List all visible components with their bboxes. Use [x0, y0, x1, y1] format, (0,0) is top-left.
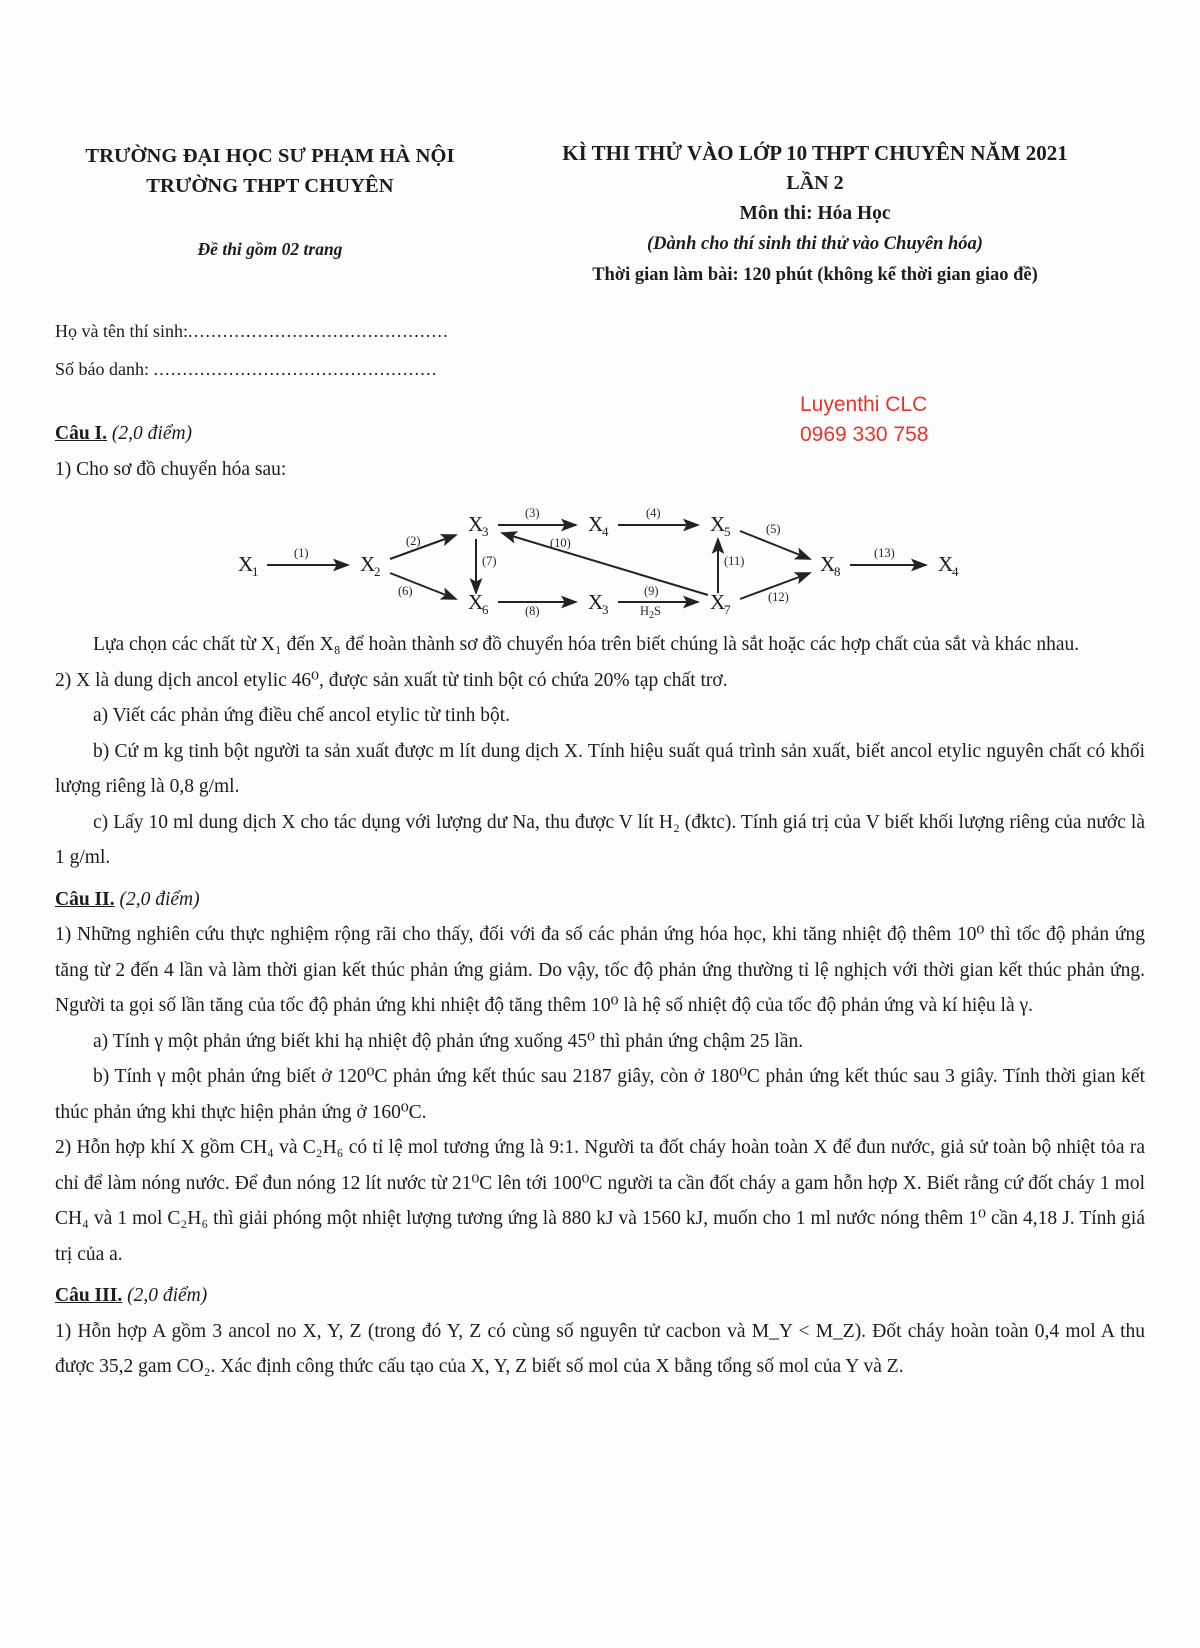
edge-label-3: (3) — [525, 506, 540, 520]
q2-item1: 1) Những nghiên cứu thực nghiệm rộng rãi cho thấy, đối với đa số các phản ứng hóa học, khi tăng nhiệt độ thêm 10⁰ thì tốc độ phản ứng tăng từ 2 đến 4 lần và làm thời gian kết thúc phản ứng giảm. Do vậy, tốc độ phản ứng thường tỉ lệ nghịch với thời gian kết thúc phản ứng. Người ta gọi số lần tăng của tốc độ phản ứng khi nhiệt độ tăng thêm 10⁰ là hệ số nhiệt độ của tốc độ phản ứng và kí hiệu là γ. — [55, 924, 1145, 1016]
reaction-scheme-diagram — [55, 487, 1145, 627]
svg-text:X: X — [468, 512, 484, 536]
exam-subject: Môn thi: Hóa Học — [739, 203, 891, 224]
svg-text:3: 3 — [482, 524, 489, 539]
q1-after-diagram-text: Lựa chọn các chất từ X₁ đến X₈ để hoàn thành sơ đồ chuyển hóa trên biết chúng là sắt hoặc các hợp chất của sắt và khác nhau. — [93, 634, 1080, 655]
svg-text:X: X — [468, 590, 484, 614]
edge-label-12: (12) — [768, 590, 789, 604]
watermark-phone: 0969 330 758 — [800, 423, 929, 446]
question-3-points: (2,0 điểm) — [127, 1285, 208, 1306]
svg-text:5: 5 — [724, 524, 731, 539]
svg-text:X: X — [710, 512, 726, 536]
node-x2 — [360, 552, 381, 579]
exam-round: LẦN 2 — [786, 172, 844, 194]
svg-text:4: 4 — [952, 564, 959, 579]
edge-label-2: (2) — [406, 534, 421, 548]
school-block — [55, 138, 485, 290]
question-3-label: Câu III. — [55, 1285, 123, 1306]
edge-label-6: (6) — [398, 584, 413, 598]
svg-text:7: 7 — [724, 602, 731, 617]
candidate-id-blank[interactable]: ................................................. — [153, 359, 438, 379]
svg-text:4: 4 — [602, 524, 609, 539]
svg-text:X: X — [588, 512, 604, 536]
candidate-id-row — [55, 350, 1145, 388]
exam-title: KÌ THI THỬ VÀO LỚP 10 THPT CHUYÊN NĂM 2021 — [562, 141, 1068, 165]
svg-text:X: X — [710, 590, 726, 614]
edge-9-reagent — [640, 604, 661, 621]
edge-label-13: (13) — [874, 546, 895, 560]
watermark-brand: Luyenthi CLC — [800, 393, 928, 416]
node-x3-bottom — [588, 590, 609, 617]
node-x3-top — [468, 512, 489, 539]
candidate-fields — [0, 290, 1200, 388]
edge-2 — [390, 535, 456, 559]
q2-item2: 2) Hỗn hợp khí X gồm CH₄ và C₂H₆ có tỉ lệ mol tương ứng là 9:1. Người ta đốt cháy hoàn toàn X để đun nước, giả sử toàn bộ nhiệt tỏa ra chỉ để làm nóng nước. Để đun nóng 12 lít nước từ 21⁰C lên tới 100⁰C người ta cần đốt cháy a gam hỗn hợp X. Biết rằng cứ đốt cháy 1 mol CH₄ và 1 mol C₂H₆ thì giải phóng một nhiệt lượng tương ứng là 880 kJ và 1560 kJ, muốn cho 1 ml nước nóng thêm 1⁰ cần 4,18 J. Tính giá trị của a. — [55, 1137, 1145, 1265]
node-x4-top — [588, 512, 609, 539]
edge-label-1: (1) — [294, 546, 309, 560]
candidate-id-label: Số báo danh: — [55, 359, 149, 379]
q1-item2a: a) Viết các phản ứng điều chế ancol etylic từ tinh bột. — [93, 705, 511, 726]
edge-label-7: (7) — [482, 554, 497, 568]
question-2-points: (2,0 điểm) — [119, 888, 200, 910]
edge-label-11: (11) — [724, 554, 745, 568]
candidate-name-blank[interactable]: ............................................. — [188, 321, 449, 341]
node-x7 — [710, 590, 731, 617]
question-2-label: Câu II. — [55, 888, 115, 910]
q1-item1-intro: 1) Cho sơ đồ chuyển hóa sau: — [55, 458, 287, 480]
node-x8 — [820, 552, 841, 579]
svg-text:H: H — [640, 604, 650, 618]
question-1-heading — [55, 416, 1145, 452]
exam-duration-note: Thời gian làm bài: 120 phút (không kể thời gian giao đề) — [592, 265, 1038, 285]
watermark-stamp — [800, 390, 928, 450]
svg-text:S: S — [654, 604, 661, 618]
q3-item1: 1) Hỗn hợp A gồm 3 ancol no X, Y, Z (trong đó Y, Z có cùng số nguyên tử cacbon và M_Y < M_Z). Đốt cháy hoàn toàn 0,4 mol A thu được 35,2 gam CO₂. Xác định công thức cấu tạo của X, Y, Z biết số mol của X bằng tổng số mol của Y và Z. — [55, 1320, 1145, 1377]
node-x1 — [238, 552, 259, 579]
node-x6 — [468, 590, 489, 617]
svg-text:X: X — [360, 552, 376, 576]
svg-text:3: 3 — [602, 602, 609, 617]
question-3-heading — [55, 1278, 1145, 1314]
q1-item2-intro: 2) X là dung dịch ancol etylic 46⁰, được sản xuất từ tinh bột có chứa 20% tạp chất trơ. — [55, 669, 728, 691]
candidate-name-row — [55, 312, 1145, 350]
svg-text:1: 1 — [252, 564, 259, 579]
q1-item2b: b) Cứ m kg tinh bột người ta sản xuất được m lít dung dịch X. Tính hiệu suất quá trình sản xuất, biết ancol etylic nguyên chất có khối lượng riêng là 0,8 g/ml. — [55, 740, 1145, 797]
svg-text:2: 2 — [374, 564, 381, 579]
node-x4-right — [938, 552, 959, 579]
reaction-scheme-svg — [220, 503, 980, 621]
question-1-label: Câu I. — [55, 423, 108, 444]
university-name: TRƯỜNG ĐẠI HỌC SƯ PHẠM HÀ NỘI — [85, 145, 455, 167]
edge-label-9: (9) — [644, 584, 659, 598]
edge-label-5: (5) — [766, 522, 781, 536]
q2-item1a: a) Tính γ một phản ứng biết khi hạ nhiệt độ phản ứng xuống 45⁰ thì phản ứng chậm 25 lần. — [93, 1030, 804, 1052]
exam-info-block — [485, 138, 1145, 290]
svg-text:X: X — [938, 552, 954, 576]
svg-text:X: X — [820, 552, 836, 576]
q2-item1b: b) Tính γ một phản ứng biết ở 120⁰C phản ứng kết thúc sau 2187 giây, còn ở 180⁰C phản ứng kết thúc sau 3 giây. Tính thời gian kết thúc phản ứng khi thực hiện phản ứng ở 160⁰C. — [55, 1066, 1145, 1123]
edge-label-8: (8) — [525, 604, 540, 618]
document-header — [0, 0, 1200, 290]
exam-body — [0, 388, 1200, 1385]
page-count-note: Đề thi gồm 02 trang — [197, 239, 343, 259]
svg-text:2: 2 — [649, 610, 654, 621]
svg-text:8: 8 — [834, 564, 841, 579]
node-x5 — [710, 512, 731, 539]
q1-item2c: c) Lấy 10 ml dung dịch X cho tác dụng với lượng dư Na, thu được V lít H₂ (đktc). Tính giá trị của V biết khối lượng riêng của nước là 1 g/ml. — [55, 811, 1145, 868]
exam-audience-note: (Dành cho thí sinh thi thử vào Chuyên hóa) — [647, 234, 983, 254]
edge-label-4: (4) — [646, 506, 661, 520]
school-name: TRƯỜNG THPT CHUYÊN — [146, 175, 394, 197]
svg-text:X: X — [588, 590, 604, 614]
svg-text:6: 6 — [482, 602, 489, 617]
question-1-points: (2,0 điểm) — [111, 423, 193, 444]
candidate-name-label: Họ và tên thí sinh: — [55, 321, 188, 341]
edge-label-10: (10) — [550, 536, 571, 550]
edge-10 — [502, 533, 708, 595]
svg-text:X: X — [238, 552, 254, 576]
question-2-heading — [55, 882, 1145, 918]
